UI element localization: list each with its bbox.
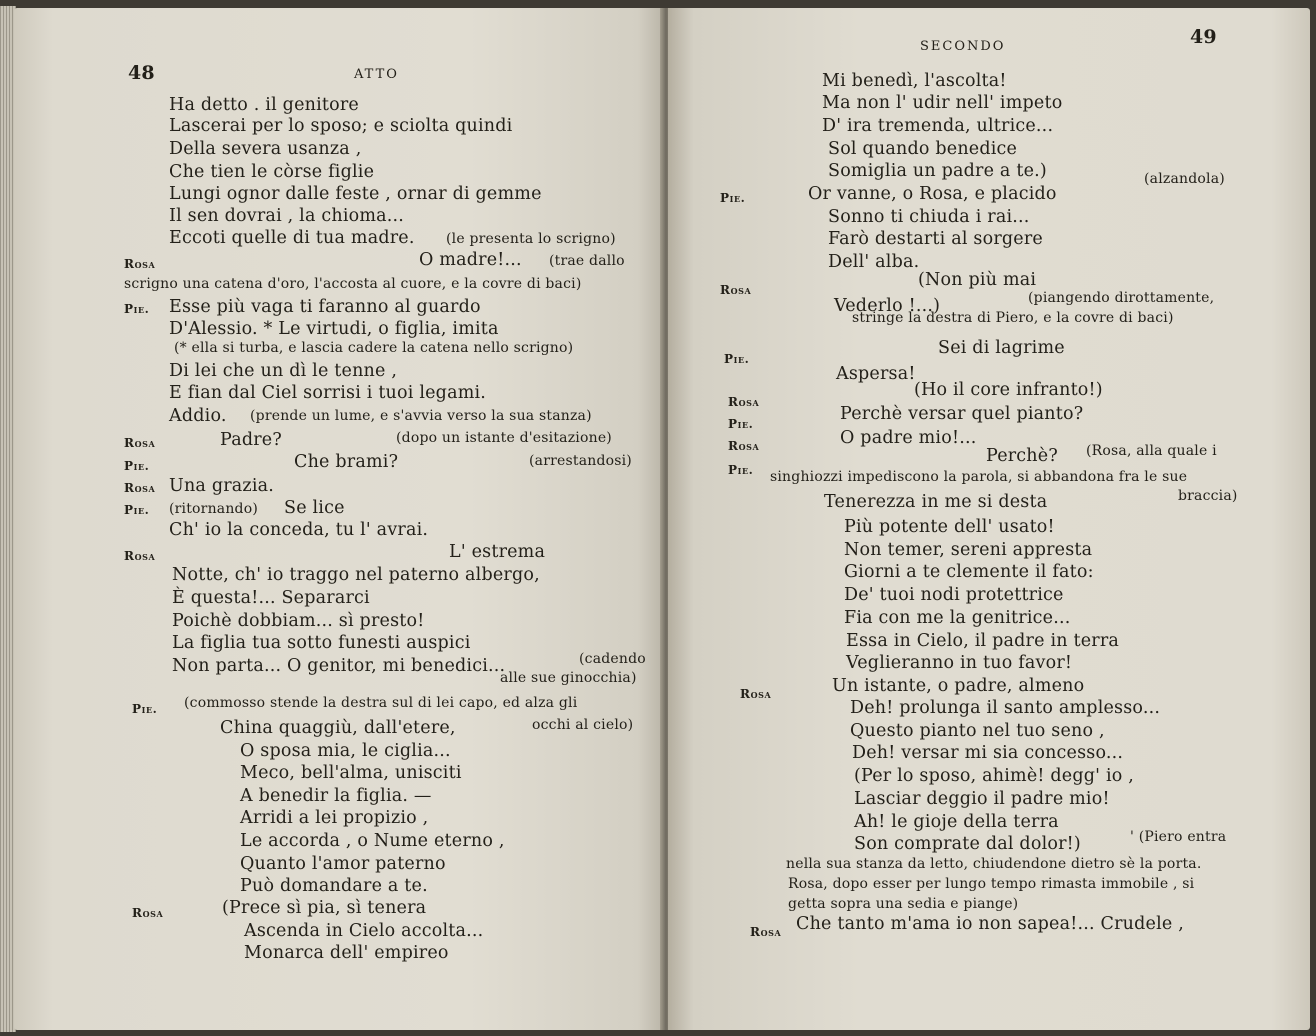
- verse-line: E fian dal Ciel sorrisi i tuoi legami.: [169, 383, 487, 403]
- verse-line: L' estrema: [449, 542, 546, 562]
- verse-line: Può domandare a te.: [240, 876, 428, 896]
- speaker-label: Rosa: [132, 906, 164, 920]
- speaker-label: Pie.: [124, 302, 150, 316]
- speaker-label: Rosa: [124, 481, 156, 495]
- verse-line: Sonno ti chiuda i rai...: [828, 207, 1030, 227]
- speaker-label: Pie.: [132, 702, 158, 716]
- verse-line: Somiglia un padre a te.): [828, 161, 1047, 181]
- verse-line: Eccoti quelle di tua madre.: [169, 228, 415, 248]
- verse-line: Lascerai per lo sposo; e sciolta quindi: [169, 116, 513, 136]
- verse-line: Quanto l'amor paterno: [240, 854, 446, 874]
- verse-line: Mi benedì, l'ascolta!: [822, 71, 1007, 91]
- verse-line: D'Alessio. * Le virtudi, o figlia, imita: [169, 319, 499, 339]
- speaker-label: Pie.: [720, 191, 746, 205]
- verse-line: Tenerezza in me si desta: [824, 492, 1048, 512]
- stage-direction: (arrestandosi): [529, 453, 632, 469]
- stage-direction: (cadendo: [579, 651, 646, 667]
- verse-line: Meco, bell'alma, unisciti: [240, 763, 462, 783]
- speaker-label: Rosa: [124, 436, 156, 450]
- stage-direction: (trae dallo: [549, 253, 625, 269]
- stage-direction: (commosso stende la destra sul di lei capo, ed alza gli: [184, 695, 578, 711]
- stage-direction: Rosa, dopo esser per lungo tempo rimasta immobile , si: [788, 876, 1195, 892]
- verse-line: De' tuoi nodi protettrice: [844, 585, 1064, 605]
- verse-line: D' ira tremenda, ultrice...: [822, 116, 1054, 136]
- speaker-label: Pie.: [724, 352, 750, 366]
- speaker-label: Rosa: [720, 283, 752, 297]
- verse-line: Farò destarti al sorgere: [828, 229, 1043, 249]
- verse-line: Esse più vaga ti faranno al guardo: [169, 297, 481, 317]
- verse-line: Perchè?: [986, 446, 1058, 466]
- verse-line: (Prece sì pia, sì tenera: [222, 898, 427, 918]
- verse-line: (Non più mai: [918, 270, 1037, 290]
- page-number: 48: [128, 62, 155, 84]
- stage-direction: (prende un lume, e s'avvia verso la sua stanza): [250, 408, 592, 424]
- verse-line: Padre?: [220, 430, 282, 450]
- verse-line: Essa in Cielo, il padre in terra: [846, 631, 1120, 651]
- verse-line: Il sen dovrai , la chioma...: [169, 206, 405, 226]
- running-head: SECONDO: [920, 39, 1006, 54]
- verse-line: Fia con me la genitrice...: [844, 608, 1071, 628]
- verse-line: Son comprate dal dolor!): [854, 834, 1081, 854]
- verse-line: Deh! versar mi sia concesso...: [852, 743, 1124, 763]
- stage-direction: getta sopra una sedia e piange): [788, 896, 1019, 912]
- running-head: ATTO: [354, 67, 399, 82]
- stage-direction: stringe la destra di Piero, e la covre di baci): [852, 310, 1174, 326]
- stage-direction: nella sua stanza da letto, chiudendone dietro sè la porta.: [786, 856, 1202, 872]
- speaker-label: Pie.: [728, 463, 754, 477]
- stage-direction: (ritornando): [169, 501, 259, 517]
- stage-direction: alle sue ginocchia): [500, 670, 637, 686]
- left-page: [14, 8, 664, 1030]
- verse-line: Arridi a lei propizio ,: [240, 808, 429, 828]
- stage-direction: (Rosa, alla quale i: [1086, 443, 1217, 459]
- verse-line: A benedir la figlia. —: [240, 786, 432, 806]
- verse-line: Ah! le gioje della terra: [854, 812, 1059, 832]
- stage-direction: occhi al cielo): [532, 717, 634, 733]
- verse-line: Monarca dell' empireo: [244, 943, 449, 963]
- verse-line: O madre!...: [419, 250, 522, 270]
- verse-line: Veglieranno in tuo favor!: [846, 653, 1073, 673]
- speaker-label: Pie.: [124, 503, 150, 517]
- verse-line: Dell' alba.: [828, 252, 920, 272]
- stage-direction: ' (Piero entra: [1130, 829, 1227, 845]
- verse-line: Lasciar deggio il padre mio!: [854, 789, 1110, 809]
- verse-line: Poichè dobbiam... sì presto!: [172, 611, 425, 631]
- stage-direction: braccia): [1178, 488, 1238, 504]
- verse-line: Una grazia.: [169, 476, 275, 496]
- stage-direction: (piangendo dirottamente,: [1028, 290, 1215, 306]
- verse-line: Ch' io la conceda, tu l' avrai.: [169, 520, 429, 540]
- verse-line: Sol quando benedice: [828, 139, 1018, 159]
- verse-line: Più potente dell' usato!: [844, 517, 1055, 537]
- verse-line: Della severa usanza ,: [169, 139, 362, 159]
- verse-line: Notte, ch' io traggo nel paterno albergo,: [172, 565, 540, 585]
- verse-line: Giorni a te clemente il fato:: [844, 562, 1094, 582]
- speaker-label: Rosa: [124, 549, 156, 563]
- stage-direction: (le presenta lo scrigno): [446, 231, 616, 247]
- verse-line: La figlia tua sotto funesti auspici: [172, 633, 471, 653]
- speaker-label: Rosa: [728, 439, 760, 453]
- stage-direction: singhiozzi impediscono la parola, si abbandona fra le sue: [770, 469, 1188, 485]
- speaker-label: Rosa: [124, 257, 156, 271]
- verse-line: O padre mio!...: [840, 428, 977, 448]
- stage-direction: (dopo un istante d'esitazione): [396, 430, 612, 446]
- speaker-label: Pie.: [728, 417, 754, 431]
- verse-line: Ma non l' udir nell' impeto: [822, 93, 1063, 113]
- speaker-label: Rosa: [728, 395, 760, 409]
- stage-direction: scrigno una catena d'oro, l'accosta al cuore, e la covre di baci): [124, 276, 582, 292]
- speaker-label: Rosa: [740, 687, 772, 701]
- verse-line: Di lei che un dì le tenne ,: [169, 361, 398, 381]
- verse-line: Lungi ognor dalle feste , ornar di gemme: [169, 184, 542, 204]
- verse-line: Addio.: [169, 406, 227, 426]
- verse-line: Deh! prolunga il santo amplesso...: [850, 698, 1161, 718]
- speaker-label: Rosa: [750, 925, 782, 939]
- verse-line: (Per lo sposo, ahimè! degg' io ,: [854, 766, 1134, 786]
- verse-line: Che tien le còrse figlie: [169, 162, 375, 182]
- stage-direction: (* ella si turba, e lascia cadere la catena nello scrigno): [174, 340, 574, 356]
- verse-line: Non temer, sereni appresta: [844, 540, 1093, 560]
- verse-line: Che brami?: [294, 452, 399, 472]
- verse-line: Aspersa!: [836, 364, 916, 384]
- verse-line: Non parta... O genitor, mi benedici...: [172, 656, 506, 676]
- verse-line: Ha detto . il genitore: [169, 95, 359, 115]
- verse-line: Un istante, o padre, almeno: [832, 676, 1085, 696]
- verse-line: Sei di lagrime: [938, 338, 1065, 358]
- verse-line: Ascenda in Cielo accolta...: [244, 921, 484, 941]
- verse-line: Perchè versar quel pianto?: [840, 404, 1084, 424]
- stage-direction: (alzandola): [1144, 171, 1225, 187]
- verse-line: È questa!... Separarci: [172, 588, 370, 608]
- verse-line: Vederlo !...): [834, 296, 941, 316]
- verse-line: China quaggiù, dall'etere,: [220, 718, 456, 738]
- verse-line: O sposa mia, le ciglia...: [240, 741, 451, 761]
- verse-line: Or vanne, o Rosa, e placido: [808, 184, 1057, 204]
- verse-line: (Ho il core infranto!): [914, 380, 1103, 400]
- page-number: 49: [1190, 26, 1217, 48]
- verse-line: Che tanto m'ama io non sapea!... Crudele ,: [796, 914, 1184, 934]
- verse-line: Questo pianto nel tuo seno ,: [850, 721, 1105, 741]
- verse-line: Le accorda , o Nume eterno ,: [240, 831, 505, 851]
- speaker-label: Pie.: [124, 459, 150, 473]
- verse-line: Se lice: [284, 498, 345, 518]
- right-page: [668, 8, 1310, 1030]
